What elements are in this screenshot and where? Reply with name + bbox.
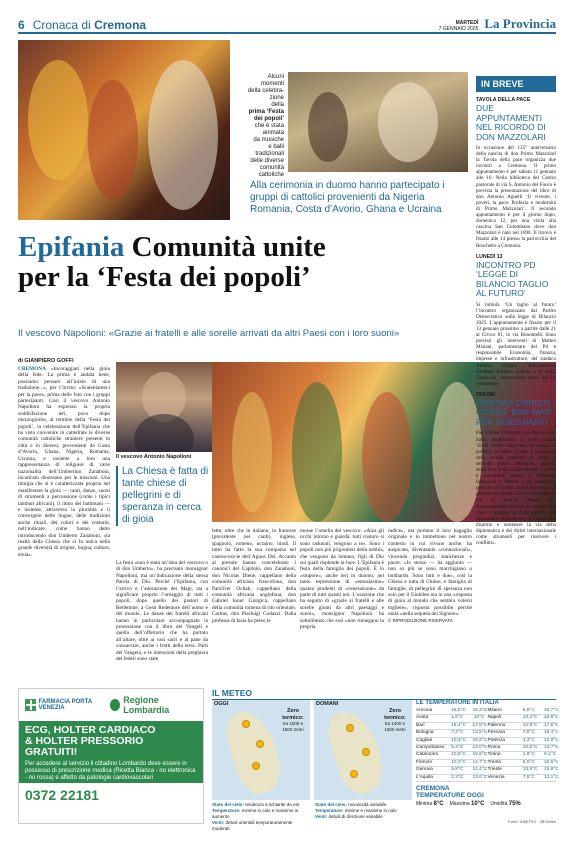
brief-category: LUNEDÌ 13: [476, 253, 503, 260]
temperature-row: [416, 774, 488, 782]
article-subheadline: Il vescovo Napolioni: «Grazie ai fratelli e alle sorelle arrivati da altri Paesi con i loro suoni»: [18, 328, 400, 339]
article-column-4: mosse l’omelia del vescovo: «Alza gli occhi intorno e guarda: tutti costoro si sono radunati, vengono a te». Sono i popoli non più prigionieri della nebbia, che vengono da lontano, figli di Dio sui quali risplende la luce. L’Epifania è festa della famiglia dei popoli. È lo «stupore», anche ieri in duomo, nel tanto espressione di «entusiasmo» quanto prudenti di «venerazione» da parte di tutti quanti noi. L’orazione che ha seguito di «grazie ai fratelli e alle sorelle giunti da altri paesaggi e suoni», monsignor Napolioni ha sottolineato che essi «non rinnegano la propria: [300, 528, 384, 631]
temperature-city: Bologna: [416, 730, 434, 736]
temperature-row: [416, 730, 488, 737]
temperature-min: 1,8°C: [522, 752, 535, 758]
newspaper-logo: La Provincia: [484, 16, 556, 31]
temperature-city: Potenza: [487, 737, 506, 743]
temperature-max: 16,3°C: [472, 708, 488, 713]
caption-line: zione: [269, 95, 284, 101]
issue-day: 7 GENNAIO 2025: [438, 26, 479, 32]
caption-line: e balli: [268, 144, 284, 150]
temperature-max: 16,6°C: [472, 752, 488, 758]
caption-line: comunità: [259, 165, 284, 171]
pull-quote: La Chiesa è fatta di tante chiese di pellegrini e di speranza in cerca di gioia: [116, 466, 210, 526]
sun-icon: [350, 770, 358, 778]
ad-line2b: GRATUITI!: [25, 746, 78, 758]
caption-line: prima ‘Festa: [248, 109, 284, 115]
min-label: Minima: [416, 801, 433, 808]
temperature-min: 12,9°C: [522, 722, 538, 728]
temperature-min: 10,8°C: [522, 745, 538, 751]
temperature-max: 16,6°C: [544, 715, 559, 721]
sidebar-header: IN BREVE: [476, 76, 556, 92]
freezing-level-today: [278, 708, 308, 732]
weather-header: IL METEO: [212, 688, 556, 700]
section-title: [33, 18, 146, 32]
headline-part: Comunità unite: [131, 231, 326, 263]
ad-phone-number: 0372 22181: [25, 787, 99, 803]
photo-cathedral-interior: [288, 72, 468, 172]
pharmacy-logo: [25, 699, 110, 711]
cremona-values: [416, 801, 556, 807]
weather-credit: Fonte: ILMETEO · 3B Meteo: [507, 820, 556, 824]
temperature-row: [416, 767, 488, 774]
bishop-caption: Il vescovo Antonio Napolioni: [116, 454, 192, 460]
photo-caption-small: [232, 74, 284, 179]
brief-category: TAVOLA DELLA PACE: [476, 97, 531, 103]
ad-logos: [19, 689, 203, 721]
temperature-max: 13,5°C: [472, 730, 488, 736]
temperature-max: 10,7°C: [544, 708, 559, 713]
headline-line2: per la ‘Festa dei popoli’: [18, 261, 311, 293]
photo-african-dancers: [18, 40, 230, 220]
temperature-city: Bari: [416, 722, 425, 728]
freezing-value: tra 1400 e 1500 metri: [384, 721, 406, 732]
temperature-city: Roma: [487, 745, 501, 751]
temperature-row: [416, 737, 488, 745]
temperature-city: Aosta: [416, 715, 429, 721]
temperature-row: [488, 767, 557, 774]
photo-bishop: [116, 362, 212, 452]
temperature-min: 10,9°C: [451, 752, 466, 758]
temperature-row: [416, 715, 485, 722]
temperature-min: 1,6°C: [451, 715, 464, 721]
caption-line: tradizionali: [255, 151, 284, 157]
brief-title: CON PAX CHRISTI CORSO ‘BAN WAR’ PER INSEGNANTI: [476, 397, 553, 427]
temperature-city: Catanzaro: [416, 752, 439, 758]
temperature-city: Genova: [416, 767, 433, 773]
photo-caption-main: Alla cerimonia in duomo hanno partecipato i gruppi di cattolici provenienti da Nigeria Romania, Costa d’Avorio, Ghana e Ucraina: [250, 180, 445, 215]
temperature-min: 13,9°C: [522, 767, 538, 773]
freezing-title: Zero termico:: [282, 708, 304, 721]
legend-value: deboli di direzione variabile: [328, 814, 383, 819]
cremona-subtitle: TEMPERATURE OGGI: [416, 792, 484, 800]
map-label-today: OGGI: [214, 701, 229, 707]
temperature-min: 10,3°C: [451, 759, 466, 765]
column-text: radice», ma portano il loro bagaglio originale e lo immettono nel nostro contesto in cui vivono anche, ha auspicato, diventando «connazionali», vincendo pregiudizi, stanchezze e paure. «Io stesso — ha aggiunto — non so più se sono marchigiano o lombardo. Sono tutti e due», così la Chiesa e tutta di Chiese, e famiglia di famiglie, di pellegrini di speranza non solo per il Giubileo ma in una «risposta di gioia al mondo che sembra volersi togliere», risposta possibile perché unità «nella sequela del Signore».: [388, 528, 472, 618]
legend-value: tendenza a schiarite da est: [245, 802, 300, 807]
temperature-max: 14,7°C: [544, 745, 559, 751]
caption-line: momenti: [260, 81, 284, 87]
humidity-value: 75%: [508, 801, 521, 808]
humidity-label: Umidità: [490, 801, 508, 808]
section-prefix: Cronaca di: [32, 18, 91, 32]
temperature-city: Cagliari: [416, 737, 433, 743]
max-value: 10°C: [471, 801, 485, 808]
temperatures-table: [416, 708, 559, 782]
brief-category: ONLINE: [476, 391, 496, 398]
temperature-min: 4,3°C: [522, 737, 535, 743]
caption-line: animata: [262, 130, 284, 136]
temperature-max: 10°C: [473, 715, 485, 721]
weather-maps: [212, 700, 412, 800]
headline-accent: Epifania: [18, 231, 125, 263]
freezing-level-tomorrow: [380, 708, 410, 732]
caption-line: dei popoli’: [254, 116, 284, 122]
legend-value: minime in calo e massime in aumento: [212, 808, 299, 819]
article-column-3: lette, oltre che in italiano, in francese (prevalente nei canti), inglese, spagnolo, romeno, ucraino, hindi. Il tutto ha fatto la sua comparsa nel cantoscora-le dell’Agnus Dei. Accanto al presule hanno concelebrato i canonici del Capitolo, don Zanaboni, don Nicolas Diene, cappellano della comunità africana francofona, don Parsilver Ochab, cappellano della comunità africana anglofona, don Gabriel Ionut Giurgica, cappellano della comunità romena di rito orientale, Caritas, don Pierluigi Codazzi. Dalla professa di Isaia ha preso le: [212, 528, 296, 624]
in-breve-sidebar: [476, 76, 556, 650]
caption-line: cattoliche: [258, 172, 284, 178]
copyright-note: © RIPRODUZIONE RISERVATA: [388, 617, 453, 623]
temperature-min: 15,5°C: [451, 708, 466, 713]
brief-title: INCONTRO PD ‘LEGGE DI BILANCIO TAGLIO AL FUTURO’: [476, 259, 549, 299]
freezing-title: Zero termico:: [384, 708, 406, 721]
legend-key: Venti:: [315, 814, 328, 819]
temperature-max: 17,5°C: [544, 722, 559, 728]
lead-word: CREMONA: [18, 366, 46, 372]
temperature-city: Napoli: [487, 715, 502, 721]
temperature-min: 7,2°C: [451, 730, 464, 736]
masthead: [18, 18, 556, 34]
temperature-min: 6,0°C: [522, 759, 535, 765]
temperature-min: 6,9°C: [522, 708, 535, 713]
temperature-row: [488, 738, 557, 745]
temperature-max: 12,1°C: [544, 774, 559, 780]
temperature-min: 7,8°C: [522, 730, 535, 736]
temperature-max: 15,9°C: [544, 767, 559, 773]
pharmacy-name: FARMACIA PORTA VENEZIA: [38, 699, 92, 711]
page-number: 6: [18, 18, 25, 32]
weather-map-tomorrow: [314, 700, 412, 800]
sun-icon: [346, 724, 354, 732]
legend-key: Stato del cielo:: [315, 802, 348, 807]
caption-line: da musiche: [253, 137, 284, 143]
temperature-max: 12,4°C: [472, 767, 488, 773]
ad-band: [19, 721, 203, 783]
sun-icon: [362, 748, 370, 756]
cremona-max: [450, 801, 485, 807]
section-city: Cremona: [94, 18, 147, 32]
caption-line: della: [271, 102, 284, 108]
ad-line2: & HOLTER PRESSORIO: [25, 735, 144, 747]
cremona-title: CREMONA: [416, 785, 450, 793]
temperature-min: 2,3°C: [451, 774, 464, 780]
min-value: 8°C: [433, 801, 444, 808]
legend-value: deboli orientali temporaneamente moderati: [212, 820, 293, 831]
brief-text: In occasione del 135° anniversario della nascita di don Primo Mazzolari la Tavola della pace organizza due incontri a Cremona. Il primo appuntamento è per sabato 11 gennaio alle 16. Nella biblioteca del Centro pastorale di via S. Antonio del Fuoco è prevista la presentazione del libro di don Antonio Agnelli ‘Il vivente, i poveri, la pace. Profezia e modernità di Primo Mazzolari’. Il secondo appuntamento è per il giorno dopo, domenica 12, per una visita alla cascina San Colombano dove don Mazzolari è nato nel 1890. Il ritrovo è fissato alle 14 presso la parrocchia del Boschetto a Cremona.: [476, 145, 556, 249]
ad-conditions: Per accedere al servizio il cittadino Lombardo deve essere in possesso di prescrizione medica (Ricetta Bianca - no elettronica - no rossa) e affetto da patologie cardiovascolari: [25, 761, 196, 781]
temperature-row: [488, 775, 557, 782]
freezing-value: tra 1500 e 1800 metri: [282, 721, 304, 732]
ad-line1: ECG, HOLTER CARDIACO: [25, 724, 156, 736]
temperature-row: [488, 730, 557, 737]
temperature-min: 10,3°C: [451, 737, 466, 743]
temperature-city: Trieste: [487, 767, 502, 773]
temperature-max: 17,8°C: [472, 722, 488, 728]
temperature-city: Milano: [487, 708, 502, 713]
map-label-tomorrow: DOMANI: [316, 701, 339, 707]
temperature-row: [488, 715, 557, 722]
issue-weekday: MARTEDÌ: [455, 20, 479, 26]
byline: di GIANPIERO GOFFI: [18, 358, 74, 364]
sun-icon: [256, 740, 264, 748]
region-rose-icon: [110, 699, 121, 711]
weather-box: [212, 688, 559, 831]
temperature-city: Pescara: [487, 730, 506, 736]
temperature-city: Palermo: [487, 722, 506, 728]
caption-line: Alcuni: [267, 74, 284, 80]
weather-legend: [212, 802, 412, 832]
column-text: «Incoraggiati nella gioia della fede. La prima è andata bene, possiamo pensare all’inizio di una tradizione...», per l’invito: «Scateniamoci per la pace», prima delle foto con i gruppi partecipanti. Così il vescovo Antonio Napolioni ha espresso la propria soddisfazione ieri, poco dopo mezzogiorno, al termine della ‘Festa dei popoli’, la celebrazione dell’Epifania che ha visto convenire in cattedrale le diverse comunità cattoliche straniere presenti in città e in diocesi, provenienti da Costa d’Avorio, Ghana, Nigeria, Romania, Ucraina, e insieme a loro una rappresentanza di religiose di varie nazionalità dell’Umbertino Zanaboni, incaricato diocesano per le missioni. Una liturgia che si è caratterizzata proprio nel manifestare la gioia — canti, danze, suoni di strumenti a percussione (come i tipici tamburi africani), il ritmo dei battimani — e insieme, attraverso la pluralità e il convergere delle lingue, delle tradizioni anche rituali, dei colori e dei costumi, nell’indicare, come hanno detto introducendo don Umberto Zanaboni, «la realtà della Chiesa che si fa unica nella grande diversità di origine, lingua, cultura, etnia».: [18, 366, 110, 558]
temperature-city: Torino: [487, 752, 501, 758]
temperature-row: [488, 752, 557, 759]
temperature-city: L'Aquila: [416, 774, 433, 780]
legend-value: nuvolosità variabile: [348, 802, 387, 807]
temperature-city: Venezia: [487, 774, 505, 780]
pharmacy-cross-icon: [25, 699, 36, 711]
issue-date: [439, 20, 479, 32]
legend-today: [212, 802, 309, 832]
legend-key: Venti:: [212, 820, 225, 825]
caption-line: che è stata: [254, 123, 284, 129]
cremona-temperatures: [416, 785, 556, 807]
temperature-max: 14,7°C: [472, 759, 488, 765]
caption-line: delle diverse: [250, 158, 284, 164]
temperature-max: 9,1°C: [544, 752, 557, 758]
temperature-max: 13,6°C: [472, 774, 488, 780]
article-column-5: [388, 528, 472, 668]
legend-value: minime e massime in calo: [344, 808, 397, 813]
region-name: Regione Lombardia: [123, 695, 170, 715]
brief-text: Pax Christi Cremona con Pax Christi Italia organizzano il corso online ‘BAN WAR: disarmare le menti, la politica, le mani’ rivolto a insegnanti delle scuole superiori di primo e secondo grado, educatori, attivisti della Pace e dei Diritti umani. Il corso è accreditato presso il Ministero Istruzione e Merito e gli insegnanti possono iscriversi anche attraverso la piattaforma Sofia. «In un momento in cui la guerra sempre più frequentemente diventa la risposta alle crisi — spiegano gli organizzatori — è importante promuovere la cultura del disarmo e sostenere la via della diplomatica e dei diritti internazionale come strumenti per risolvere i conflitti».: [476, 430, 556, 547]
temperature-min: 13,4°C: [522, 715, 538, 721]
temperature-max: 10,5°C: [544, 759, 559, 765]
legend-tomorrow: [315, 802, 412, 832]
temperature-city: Firenze: [416, 759, 432, 765]
temperature-min: 5,8°C: [451, 767, 464, 773]
temperature-min: 16,4°C: [451, 722, 466, 728]
sun-icon: [242, 720, 250, 728]
cremona-min: [416, 801, 444, 807]
temperature-city: Campobasso: [416, 745, 445, 751]
temperature-row: [416, 752, 488, 759]
pharmacy-advertisement: [18, 688, 204, 824]
temperature-max: 18,3°C: [472, 737, 488, 743]
weather-map-today: [212, 700, 310, 800]
temperature-city: Trento: [487, 759, 502, 765]
temperature-city: Ancona: [416, 708, 433, 713]
temperatures-header: LE TEMPERATURE IN ITALIA: [416, 700, 499, 706]
temperature-max: 12,8°C: [544, 737, 559, 743]
legend-key: Temperature:: [212, 808, 241, 813]
article-column-1: [18, 366, 110, 668]
temperature-max: 13,0°C: [472, 745, 488, 751]
cremona-humidity: [490, 801, 520, 807]
article-headline: [18, 232, 468, 292]
temperature-max: 16,4°C: [544, 730, 559, 736]
legend-key: Stato del cielo:: [212, 802, 245, 807]
max-label: Massima: [449, 801, 470, 808]
legend-key: Temperature:: [315, 808, 344, 813]
temperature-min: 7,5°C: [522, 774, 535, 780]
article-column-2: La festa «non è stata un’idea del vescovo o di don Umberto», ha precisato monsignor Napolioni, ma un’indicazione della stessa Parola di Dio. Perché l’Epifania, con l’arrivo e l’adorazione dei Magi, sta a significare proprio l’omaggio di tutti i popoli, dopo quello dei pastori di Betlemme, a Gesù Redentore dell’uomo e del mondo. Le danze dei fratelli africani hanno in particolare accompagnato la processione con il libro dei Vangeli e quella dell’offertorio che ha portato all’altare, oltre ai vasi sacri e al pane da consacrare, anche i frutti della terra. Parti del Vangelo, e le intenzioni della preghiera dei fedeli sono state: [116, 560, 208, 663]
caption-line: della celebra-: [247, 88, 284, 94]
region-logo: [110, 695, 197, 715]
brief-text: Si intitola ‘Un taglio al futuro’ l’incontro organizzato dal Partito Democratico sulla legge di Bilancio 2025. L’appuntamento è fissato per il 13 gennaio prossimo a partire dalle 21 al Civico 81, in via Bonomelli. Sono previsti gli interventi di Matteo Misiani, parlamentare del Pd e responsabile Economia, finanza, imprese e infrastrutture, del sindaco Andrea Virgilio dell’assessore cittadino Roberto Galletti e di Sofia Tagliavini, responsabile esteri del Pd cremonese.: [476, 301, 556, 387]
brief-title: DUE APPUNTAMENTI NEL RICORDO DI DON MAZZOLARI: [476, 103, 546, 142]
temperature-min: 6,4°C: [451, 745, 464, 751]
sun-icon: [252, 762, 260, 770]
italy-temperatures: [416, 700, 559, 808]
